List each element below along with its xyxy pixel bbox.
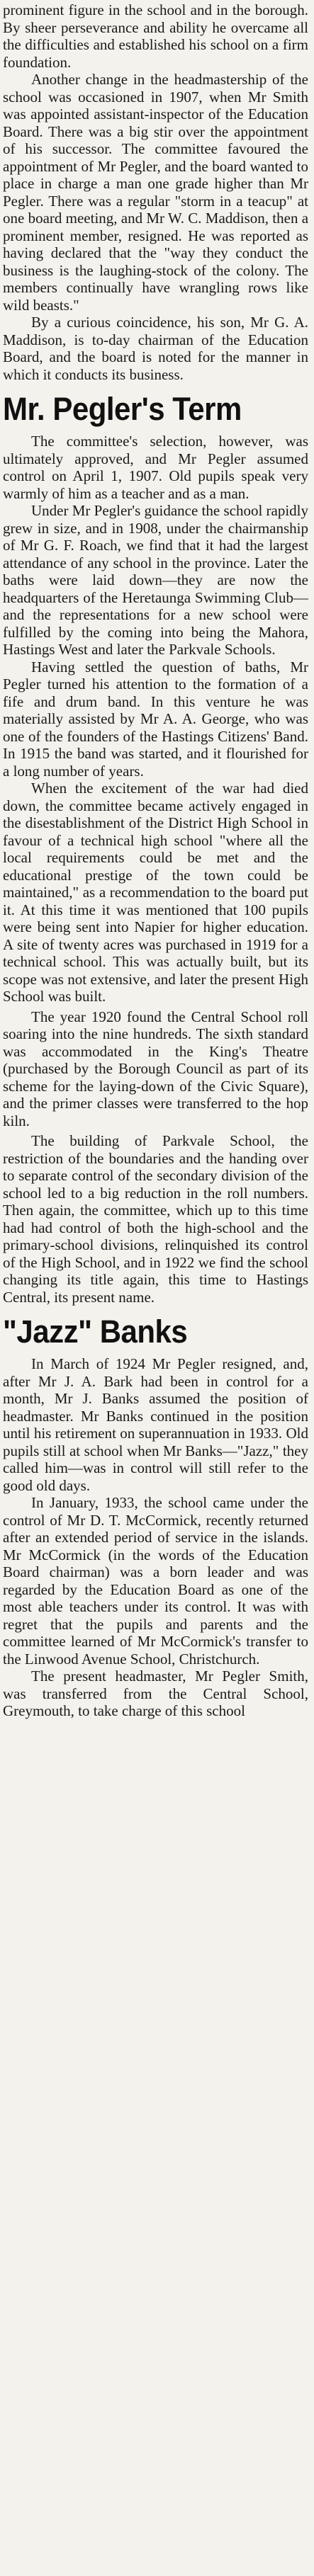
section-heading-peglers-term: Mr. Pegler's Term	[3, 391, 242, 427]
paragraph: prominent figure in the school and in the borough. By sheer perseverance and ability he overcame all the difficulties and established his school on a firm foundation.	[3, 1, 308, 71]
paragraph: The building of Parkvale School, the restriction of the boundaries and the handing over to separate control of the secondary division of the school led to a big reduction in the roll numbers. Then again, the committee, which up to this time had had control of both the high-school and the primary-school divisions, relinquished its control of the High School, and in 1922 we find the school changing its title again, this time to Hastings Central, its present name.	[3, 1132, 308, 1306]
section-heading-jazz-banks: "Jazz" Banks	[3, 1313, 188, 1350]
paragraph: Another change in the headmastership of the school was occasioned in 1907, when Mr Smith was appointed assistant-inspector of the Education Board. There was a big stir over the appointment of his successor. The committee favoured the appointment of Mr Pegler, and the board wanted to place in charge a man one grade higher than Mr Pegler. There was a regular "storm in a teacup" at one board meeting, and Mr W. C. Maddison, then a prominent member, resigned. He was reported as having declared that the "way they conduct the business is the laughing-stock of the colony. The members continually have wrangling rows like wild beasts."	[3, 71, 309, 314]
paragraph: The present headmaster, Mr Pegler Smith, was transferred from the Central School, Greymouth, to take charge of this school	[3, 1668, 308, 1719]
paragraph: Having settled the question of baths, Mr Pegler turned his attention to the formation of a fife and drum band. In this venture he was materially assisted by Mr A. A. George, who was one of the founders of the Hastings Citizens' Band. In 1915 the band was started, and it flourished for a long number of years.	[3, 658, 308, 780]
paragraph: The committee's selection, however, was ultimately approved, and Mr Pegler assumed control on April 1, 1907. Old pupils speak very warmly of him as a teacher and as a man.	[3, 433, 308, 502]
paragraph: The year 1920 found the Central School roll soaring into the nine hundreds. The sixth standard was accommodated in the King's Theatre (purchased by the Borough Council as part of its scheme for the laying-down of the Civic Square), and the primer classes were transferred to the hop kiln.	[3, 1008, 308, 1129]
paragraph: In January, 1933, the school came under the control of Mr D. T. McCormick, recently returned after an extended period of service in the islands. Mr McCormick (in the words of the Education Board chairman) was a born leader and was regarded by the Education Board as one of the most able teachers under its control. It was with regret that the pupils and parents and the committee learned of Mr McCormick's transfer to the Linwood Avenue School, Christchurch.	[3, 1494, 308, 1668]
paragraph: By a curious coincidence, his son, Mr G. A. Maddison, is to-day chairman of the Education Board, and the board is noted for the manner in which it conducts its business.	[3, 314, 308, 383]
paragraph: When the excitement of the war had died down, the committee became actively engaged in the disestablishment of the District High School in favour of a technical high school "where all the local requirements could be met and the educational prestige of the town could be maintained," as a recommendation to the board put it. At this time it was mentioned that 100 pupils were being sent into Napier for higher education. A site of twenty acres was purchased in 1919 for a technical school. This was actually built, but its scope was not extensive, and later the present High School was built.	[3, 780, 308, 1005]
paragraph: In March of 1924 Mr Pegler resigned, and, after Mr J. A. Bark had been in control for a month, Mr J. Banks assumed the position of headmaster. Mr Banks continued in the position until his retirement on superannuation in 1933. Old pupils still at school when Mr Banks—"Jazz," they called him—was in control will still refer to the good old days.	[3, 1355, 308, 1494]
paragraph: Under Mr Pegler's guidance the school rapidly grew in size, and in 1908, under the chairmanship of Mr G. F. Roach, we find that it had the largest attendance of any school in the province. Later the baths were laid down—they are now the headquarters of the Heretaunga Swimming Club—and the representations for a new school were fulfilled by the coming into being the Mahora, Hastings West and later the Parkvale Schools.	[3, 502, 309, 658]
